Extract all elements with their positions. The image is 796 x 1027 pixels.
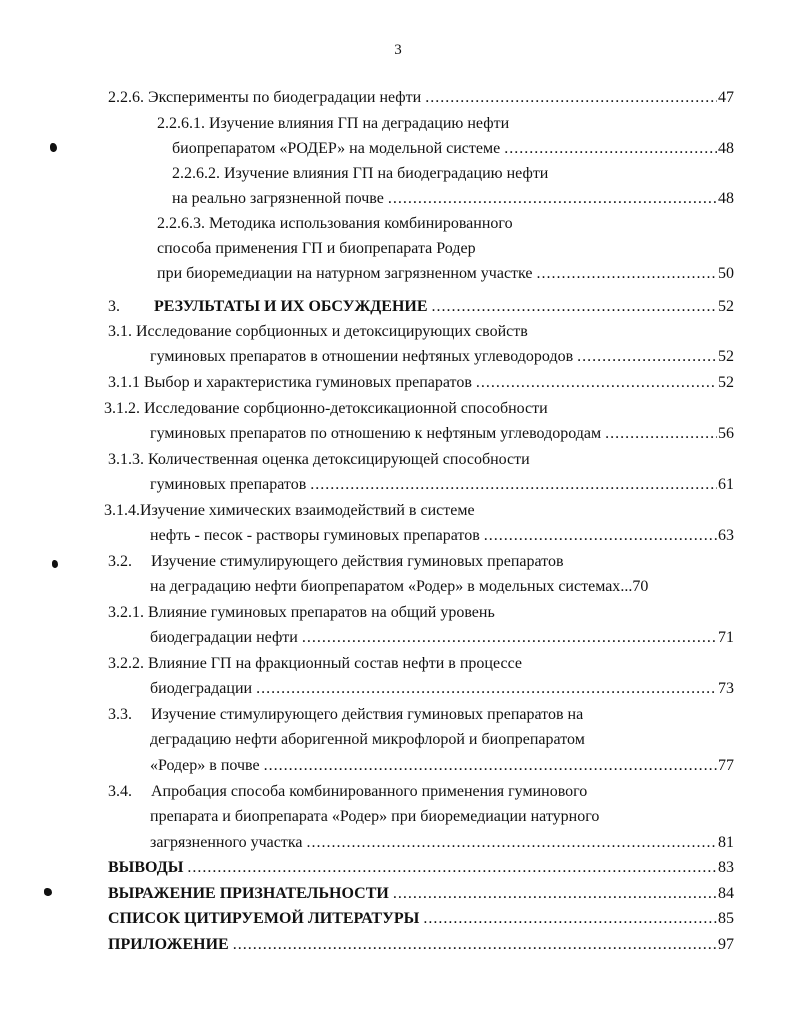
toc-entry-3-2-1 (108, 603, 495, 623)
toc-entry-title: биопрепаратом «РОДЕР» на модельной системе (172, 140, 501, 157)
toc-entry-title: ВЫРАЖЕНИЕ ПРИЗНАТЕЛЬНОСТИ (108, 885, 389, 902)
toc-entry-3-2-2 (108, 654, 522, 674)
toc-entry-page: 50 (718, 265, 734, 282)
toc-entry-title: 3.2.2. Влияние ГП на фракционный состав нефти в процессе (108, 655, 522, 672)
toc-entry-3-4 (108, 782, 587, 802)
toc-entry-number: 3. (108, 298, 120, 315)
toc-entry-title: 3.1. Исследование сорбционных и детоксицирующих свойств (108, 323, 528, 340)
toc-entry-title: гуминовых препаратов по отношению к нефтяным углеводородам (150, 425, 602, 442)
toc-entry-title: 2.2.6.1. Изучение влияния ГП на деградацию нефти (157, 115, 510, 132)
toc-entry-page: 77 (718, 757, 734, 774)
toc-entry-page: 52 (718, 374, 734, 391)
toc-entry-3-1-cont (150, 347, 734, 367)
toc-entry-2-2-6-3 (157, 214, 513, 234)
scan-speck (50, 143, 57, 152)
toc-entry-3-3-cont1 (150, 730, 585, 750)
toc-entry-number: 3.4. (108, 783, 132, 800)
toc-entry-3 (108, 297, 734, 317)
toc-entry-number: 3.3. (108, 706, 132, 723)
toc-entry-3-1-2-cont (150, 424, 734, 444)
scan-speck (52, 560, 58, 568)
toc-entry-3-3 (108, 705, 583, 725)
toc-entry-3-4-cont2 (150, 833, 734, 853)
toc-entry-references (108, 909, 734, 929)
toc-entry-acknowledgements (108, 884, 734, 904)
page-number: 3 (394, 42, 402, 58)
toc-entry-page: 70 (632, 578, 649, 595)
toc-entry-2-2-6-1 (157, 114, 509, 134)
toc-entry-title: гуминовых препаратов (150, 476, 307, 493)
toc-entry-3-1 (108, 322, 528, 342)
toc-entry-2-2-6-3-cont2 (157, 264, 734, 284)
toc-entry-title: при биоремедиации на натурном загрязненном участке (157, 265, 533, 282)
toc-entry-title: 3.1.3. Количественная оценка детоксицирующей способности (108, 451, 530, 468)
toc-entry-2-2-6-1-cont (172, 139, 734, 159)
toc-entry-3-1-3 (108, 450, 530, 470)
toc-entry-page: 52 (718, 298, 734, 315)
toc-entry-3-2-1-cont (150, 628, 734, 648)
toc-entry-appendix (108, 935, 734, 955)
toc-entry-page: 56 (718, 425, 734, 442)
toc-entry-page: 47 (718, 89, 734, 106)
toc-entry-title: ПРИЛОЖЕНИЕ (108, 936, 229, 953)
toc-entry-title: способа применения ГП и биопрепарата Родер (157, 240, 476, 257)
toc-entry-title: Изучение стимулирующего действия гуминовых препаратов на (151, 706, 584, 723)
toc-entry-title: 2.2.6.2. Изучение влияния ГП на биодеградацию нефти (172, 165, 549, 182)
toc-entry-title: Апробация способа комбинированного применения гуминового (151, 783, 588, 800)
toc-entry-3-1-1 (108, 373, 734, 393)
toc-entry-3-1-4-cont (150, 526, 734, 546)
toc-entry-title: препарата и биопрепарата «Родер» при биоремедиации натурного (150, 808, 600, 825)
toc-entry-title: Изучение стимулирующего действия гуминовых препаратов (151, 553, 564, 570)
toc-entry-page: 71 (718, 629, 734, 646)
toc-entry-2-2-6 (108, 88, 734, 108)
toc-entry-title: ВЫВОДЫ (108, 859, 184, 876)
toc-entry-title: 3.1.4.Изучение химических взаимодействий в системе (104, 502, 475, 519)
toc-entry-page: 83 (718, 859, 734, 876)
toc-entry-dots: ... (620, 578, 633, 595)
toc-entry-title: 3.1.1 Выбор и характеристика гуминовых препаратов (108, 374, 472, 391)
toc-entry-page: 48 (718, 190, 734, 207)
toc-entry-page: 52 (718, 348, 734, 365)
toc-entry-page: 97 (718, 936, 734, 953)
toc-entry-3-3-cont2 (150, 756, 734, 776)
toc-entry-title: на деградацию нефти биопрепаратом «Родер» в модельных системах (150, 578, 621, 595)
toc-entry-title: 3.1.2. Исследование сорбционно-детоксикационной способности (104, 400, 548, 417)
toc-entry-title: СПИСОК ЦИТИРУЕМОЙ ЛИТЕРАТУРЫ (108, 910, 420, 927)
toc-entry-2-2-6-3-cont1 (157, 239, 476, 259)
toc-entry-title: 2.2.6. Эксперименты по биодеградации нефти (108, 89, 422, 106)
scan-speck (44, 888, 52, 896)
toc-entry-title: нефть - песок - растворы гуминовых препаратов (150, 527, 480, 544)
toc-entry-3-1-2 (104, 399, 548, 419)
toc-entry-number: 3.2. (108, 553, 132, 570)
toc-entry-title: гуминовых препаратов в отношении нефтяных углеводородов (150, 348, 574, 365)
toc-entry-title: биодеградации (150, 680, 253, 697)
toc-entry-title: 3.2.1. Влияние гуминовых препаратов на общий уровень (108, 604, 495, 621)
toc-entry-2-2-6-2-cont (172, 189, 734, 209)
toc-entry-conclusions (108, 858, 734, 878)
toc-entry-page: 48 (718, 140, 734, 157)
toc-entry-page: 63 (718, 527, 734, 544)
toc-entry-title: «Родер» в почве (150, 757, 260, 774)
toc-entry-page: 61 (718, 476, 734, 493)
toc-entry-page: 73 (718, 680, 734, 697)
toc-entry-title: загрязненного участка (150, 834, 303, 851)
toc-entry-3-4-cont1 (150, 807, 599, 827)
toc-entry-title: на реально загрязненной почве (172, 190, 384, 207)
toc-entry-title: деградацию нефти аборигенной микрофлорой и биопрепаратом (150, 731, 585, 748)
toc-entry-3-2 (108, 552, 564, 572)
toc-entry-3-1-4 (104, 501, 475, 521)
toc-entry-title: 2.2.6.3. Методика использования комбинированного (157, 215, 513, 232)
toc-entry-3-1-3-cont (150, 475, 734, 495)
toc-entry-page: 81 (718, 834, 734, 851)
toc-entry-2-2-6-2 (172, 164, 548, 184)
toc-entry-title: РЕЗУЛЬТАТЫ И ИХ ОБСУЖДЕНИЕ (154, 298, 428, 315)
toc-entry-3-2-2-cont (150, 679, 734, 699)
toc-entry-page: 85 (718, 910, 734, 927)
toc-entry-page: 84 (718, 885, 734, 902)
toc-entry-title: биодеградации нефти (150, 629, 298, 646)
toc-entry-3-2-cont (150, 577, 708, 597)
